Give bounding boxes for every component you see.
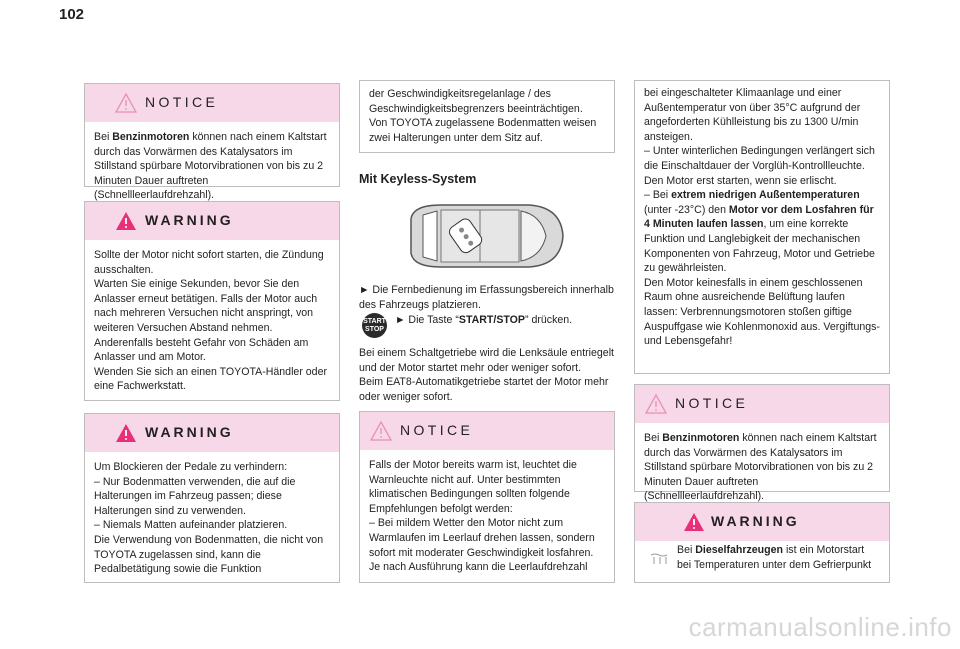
continued-notice-box [634,80,890,374]
notice-warning-triangle-icon [115,93,137,113]
start-description: Bei einem Schaltgetriebe wird die Lenksäule entriegelt und der Motor startet mehr oder weniger sofort. Beim EAT8-Automatikgetriebe startet der Motor mehr oder weniger sofort. [359,347,614,403]
notice-header [635,385,889,423]
warning-title: WARNING [711,513,800,529]
notice-title: NOTICE [400,422,474,438]
notice-warning-triangle-icon [370,421,392,441]
notice-header [360,412,614,450]
notice-box [84,83,340,202]
notice-warning-triangle-icon [645,394,667,414]
warning-triangle-icon [683,512,705,532]
warning-text: Bei Dieselfahrzeugen ist ein Motorstart bei Temperaturen unter dem Gefrierpunkt [677,544,872,571]
continued-text: bei eingeschalteter Klimaanlage und einer Außentemperatur von über 35°C aufgrund der angeforderten Kühlleistung bis zu 1300 U/min ansteigen. – Unter winterlichen Bedingungen verlängert sich die Einschaltdauer der Vorglüh-Kontrollleuchte. Den Motor erst starten, wenn sie erlischt. – Bei extrem niedrigen Außentemperaturen (unter -23°C) den Motor vor dem Losfahren für 4 Minuten laufen lassen, um eine korrekte Funktion und Langlebigkeit der mechanischen Komponenten von Fahrzeug, Motor und Getriebe zu gewährleisten. Den Motor keinesfalls in einem geschlossenen Raum ohne ausreichende Belüftung laufen lassen: Verbrennungsmotoren stoßen giftige Auspuffgase wie Kohlenmonoxid aus. Vergiftungs- und Lebensgefahr! [644,87,880,348]
step-press-start: ► Die Taste “START/STOP” drücken. [395,314,573,326]
continued-warning-box [359,80,615,153]
section-heading: Mit Keyless-System [359,172,477,186]
warning-box-pedals [84,413,340,583]
page-number: 102 [59,6,85,23]
car-keyless-illustration [401,201,569,271]
warning-text: Sollte der Motor nicht sofort starten, die Zündung ausschalten. Warten Sie einige Sekunden, bevor Sie den Anlasser erneut betätigen. Falls der Motor auch nach mehreren Versuchen nicht anspringt, von weiteren Versuchen Abstand nehmen. Anderenfalls besteht Gefahr von Schäden am Anlasser und am Motor. Wenden Sie sich an einen TOYOTA-Händler oder eine Fachwerkstatt. [94,249,327,393]
start-stop-button-icon: START STOP [362,313,387,338]
preheat-glow-plug-icon [649,553,671,565]
notice-header [85,84,339,122]
notice-box [634,384,890,503]
notice-title: NOTICE [675,395,749,411]
warning-title: WARNING [145,424,234,440]
warning-text: Um Blockieren der Pedale zu verhindern: – Nur Bodenmatten verwenden, die auf die Halterungen im Fahrzeug passen; diese Halterungen sind zu verwenden. – Niemals Matten aufeinander platzieren. Die Verwendung von Bodenmatten, die nicht von TOYOTA zugelassen sind, kann die Pedalbetätigung sowie die Funktion [94,461,324,576]
warning-title: WARNING [145,212,234,228]
warning-triangle-icon [115,423,137,443]
step-place-remote: ► Die Fernbedienung im Erfassungsbereich innerhalb des Fahrzeugs platzieren. [359,284,614,311]
warning-box [84,201,340,401]
warning-box-diesel [634,502,890,583]
notice-text: Bei Benzinmotoren können nach einem Kaltstart durch das Vorwärmen des Katalysators im Stillstand spürbare Motorvibrationen von bis zu 2 Minuten Dauer auftreten (Schnellleerlaufdrehzahl). [644,432,877,503]
warning-header [85,414,339,452]
notice-text: Bei Benzinmotoren können nach einem Kaltstart durch das Vorwärmen des Katalysators im Stillstand spürbare Motorvibrationen von bis zu 2 Minuten Dauer auftreten (Schnellleerlaufdrehzahl). [94,131,327,202]
warning-triangle-icon [115,211,137,231]
notice-box [359,411,615,583]
notice-text: Falls der Motor bereits warm ist, leuchtet die Warnleuchte nicht auf. Unter bestimmten klimatischen Bedingungen sollten folgende Empfehlungen befolgt werden: – Bei mildem Wetter den Motor nicht zum Warmlaufen im Leerlauf drehen lassen, sondern sofort mit moderater Geschwindigkeit losfahren. Je nach Ausführung kann die Leerlaufdrehzahl [369,459,595,574]
warning-header [85,202,339,240]
watermark: carmanualsonline.info [688,612,952,642]
notice-title: NOTICE [145,94,219,110]
warning-header [635,503,889,541]
continued-text: der Geschwindigkeitsregelanlage / des Geschwindigkeitsbegrenzers beeinträchtigen. Von TOYOTA zugelassene Bodenmatten weisen zwei Halterungen unter dem Sitz auf. [369,88,597,144]
